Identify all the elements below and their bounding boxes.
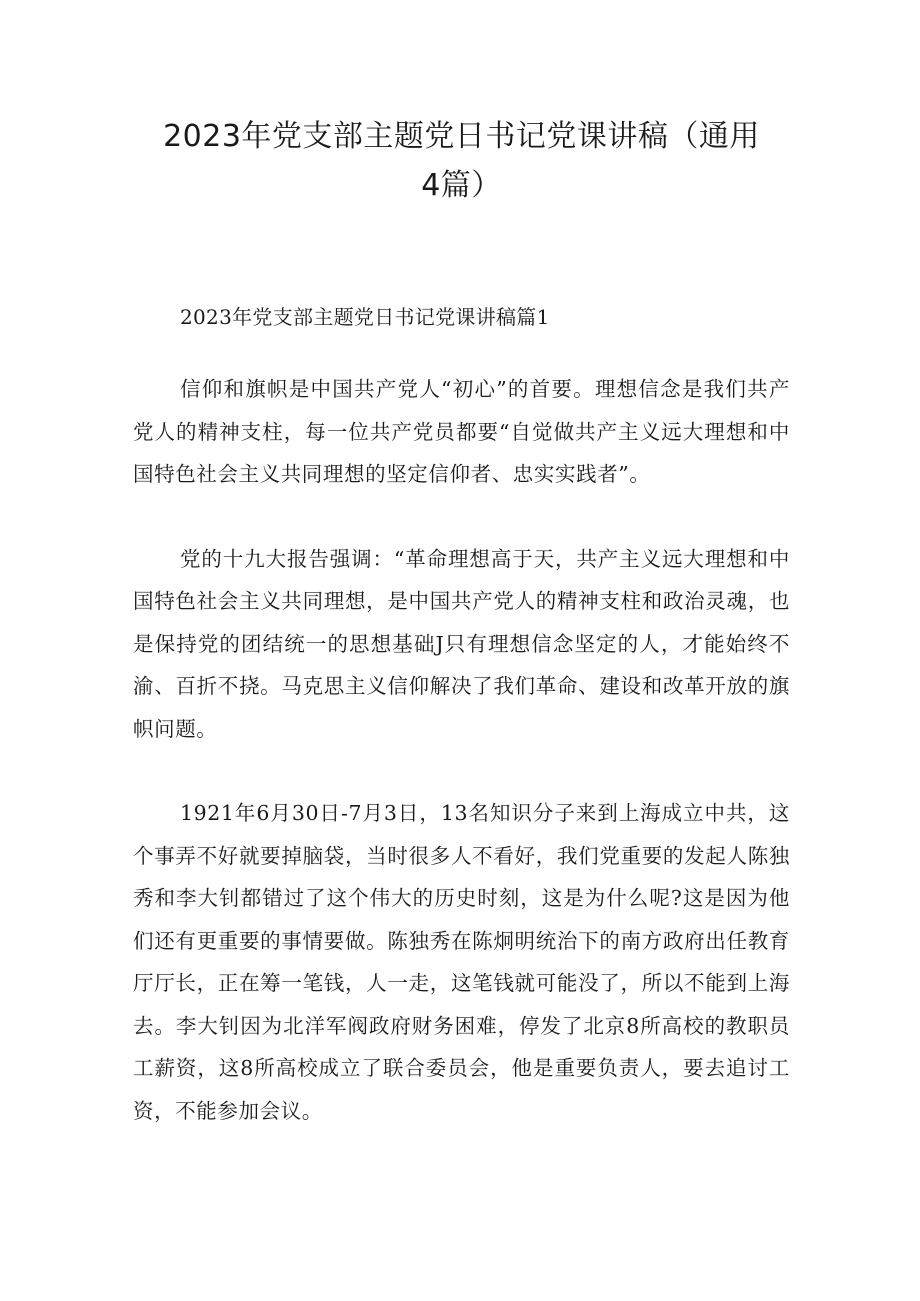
document-title — [133, 112, 790, 210]
paragraph-2: 党的十九大报告强调：“革命理想高于天，共产主义远大理想和中国特色社会主义共同理想，是中国共产党人的精神支柱和政治灵魂，也是保持党的团结统一的思想基础J只有理想信念坚定的人，才能始终不渝、百折不挠。马克思主义信仰解决了我们革命、建设和改革开放的旗帜问题。 — [133, 546, 790, 741]
section-heading: 2023年党支部主题党日书记党课讲稿篇1 — [180, 305, 550, 329]
paragraph-1: 信仰和旗帜是中国共产党人“初心”的首要。理想信念是我们共产党人的精神支柱，每一位共产党员都要“自觉做共产主义远大理想和中国特色社会主义共同理想的坚定信仰者、忠实实践者”。 — [133, 377, 790, 486]
document-title-line-1: 2023年党支部主题党日书记党课讲稿（通用 — [163, 119, 760, 154]
document-title-line-2: 4篇） — [421, 168, 502, 203]
paragraph-3: 1921年6月30日-7月3日，13名知识分子来到上海成立中共，这个事弄不好就要掉脑袋，当时很多人不看好，我们党重要的发起人陈独秀和李大钊都错过了这个伟大的历史时刻，这是为什么呢?这是因为他们还有更重要的事情要做。陈独秀在陈炯明统治下的南方政府出任教育厅厅长，正在筹一笔钱，人一走，这笔钱就可能没了，所以不能到上海去。李大钊因为北洋军阀政府财务困难，停发了北京8所高校的教职员工薪资，这8所高校成立了联合委员会，他是重要负责人，要去追讨工资，不能参加会议。 — [133, 801, 790, 1123]
